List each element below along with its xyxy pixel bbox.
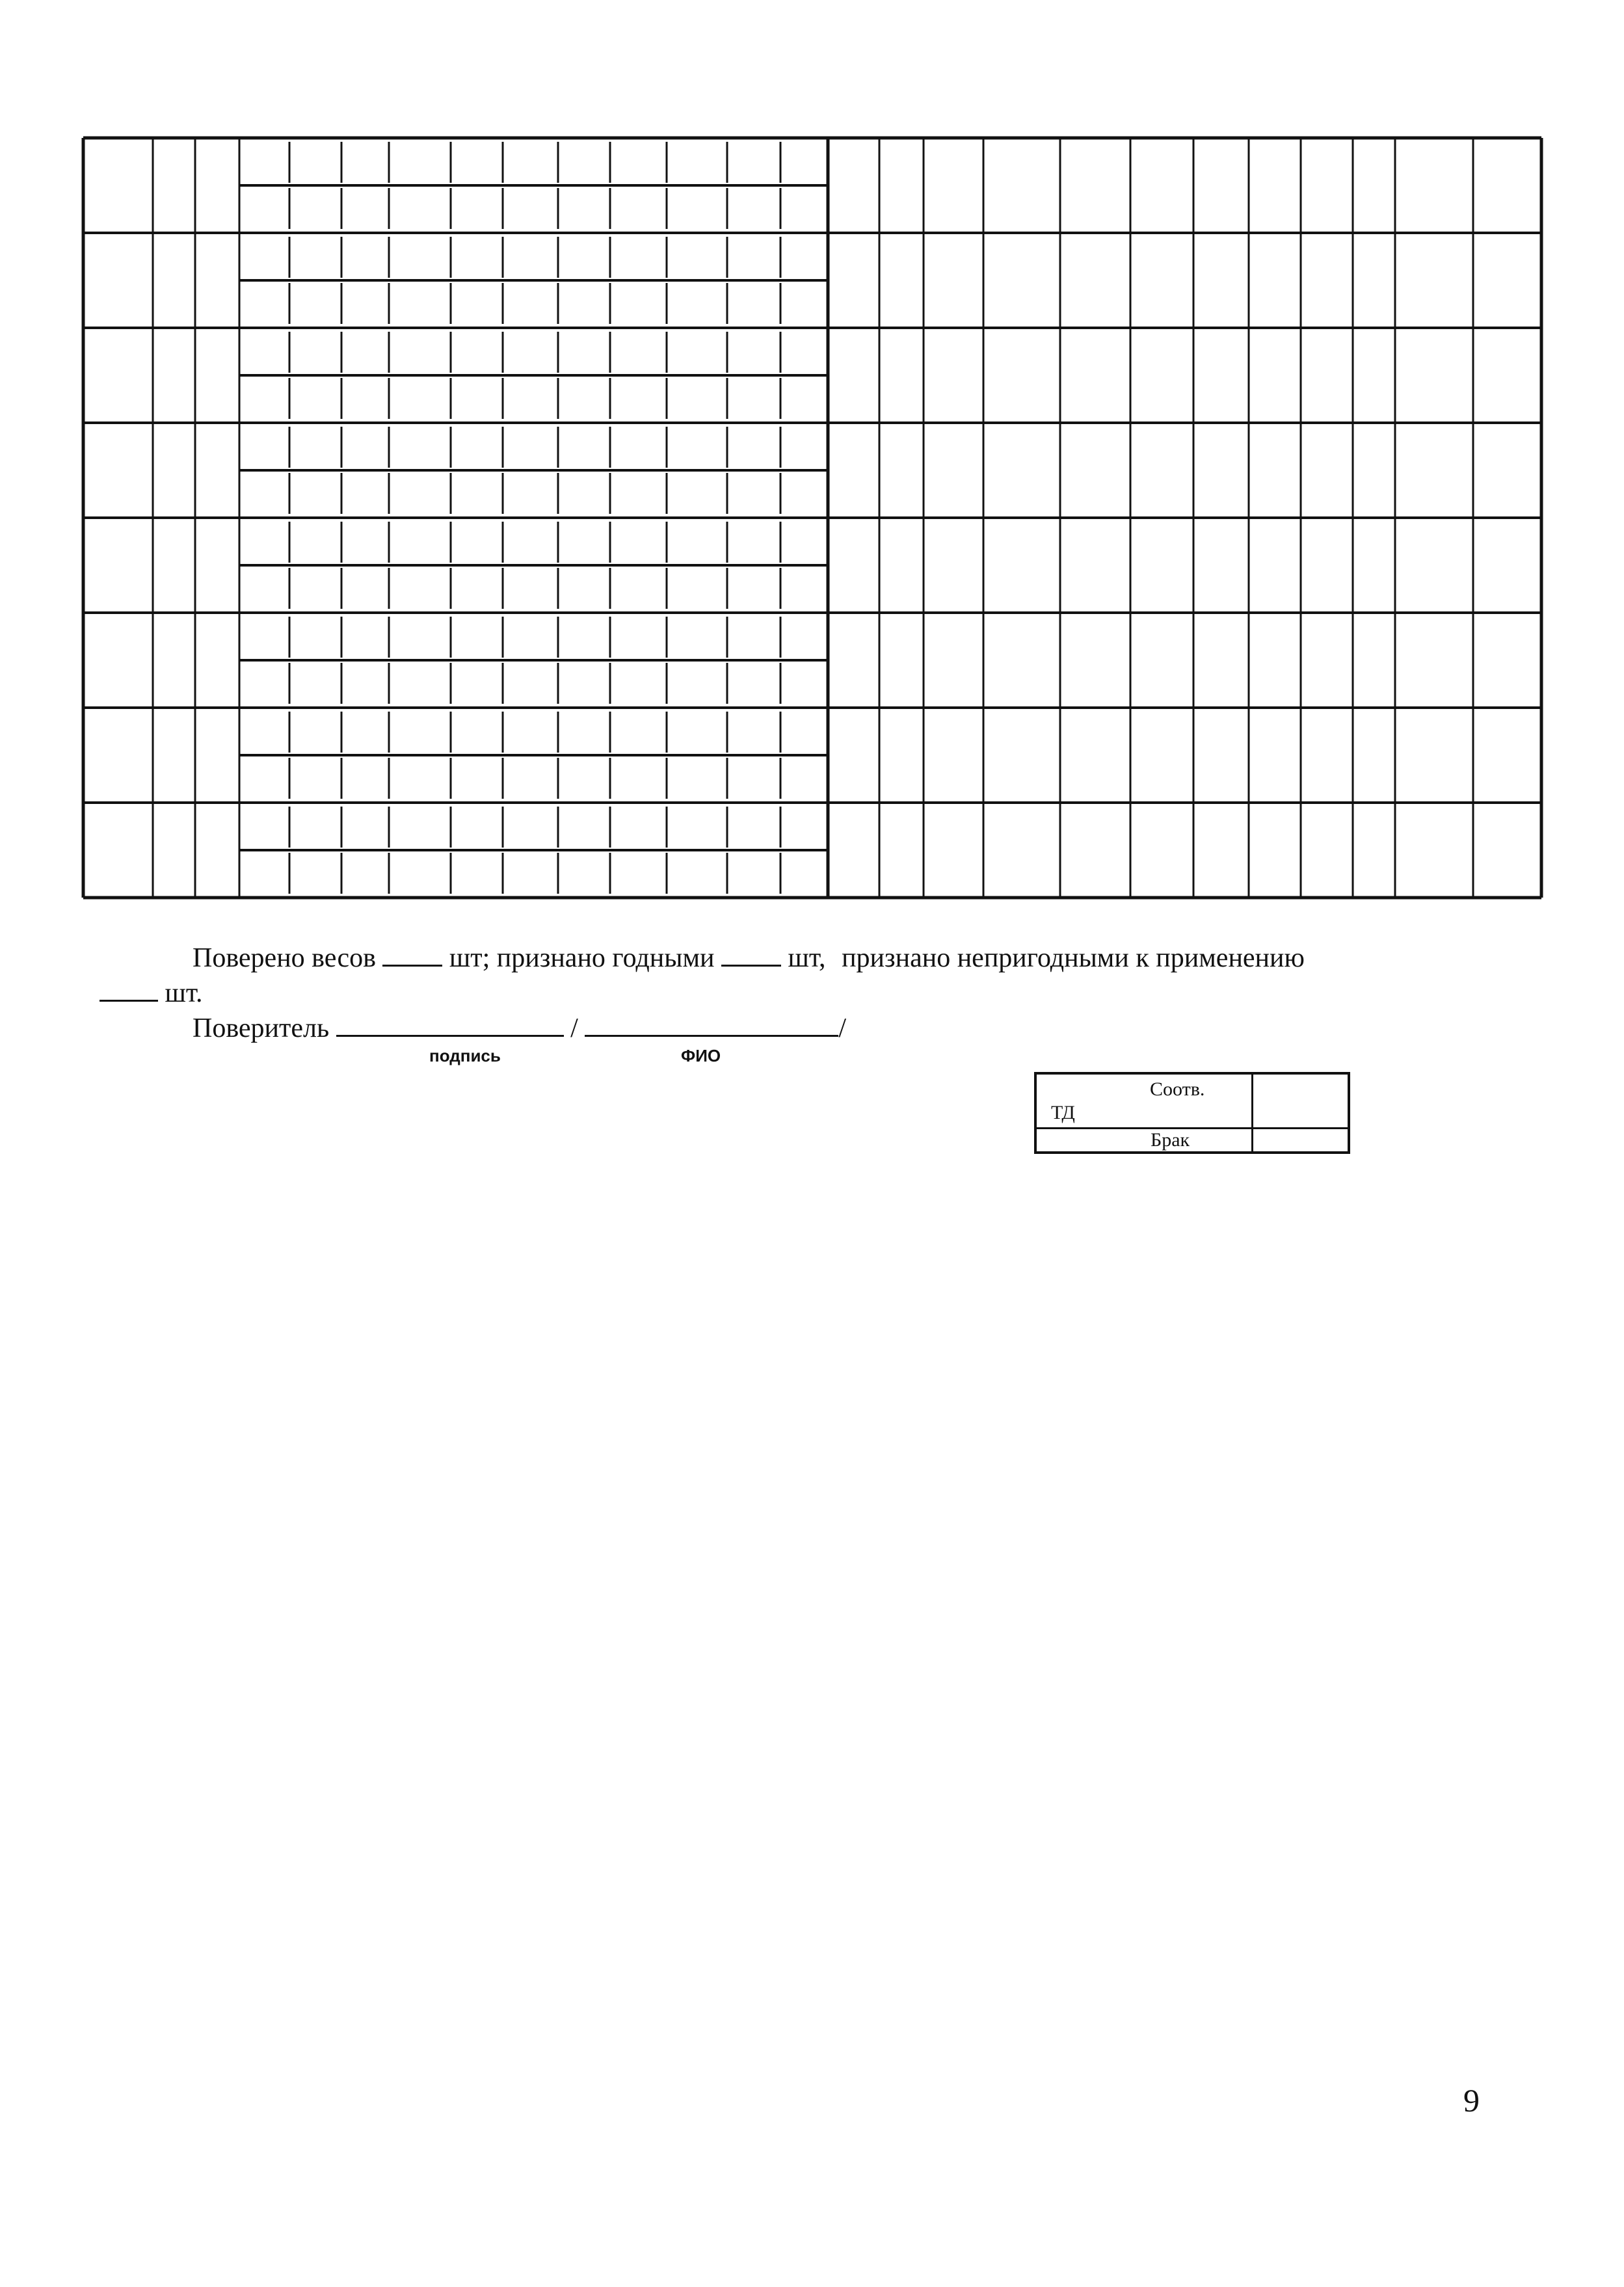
verified-count-label: Поверено весов — [193, 943, 376, 973]
name-blank[interactable] — [585, 1011, 838, 1037]
td-label: ТД — [1051, 1102, 1075, 1123]
verification-line-2 — [100, 976, 203, 1010]
td-ok-label: Соотв. — [1150, 1078, 1205, 1100]
td-box-vertical-divider — [1251, 1075, 1253, 1151]
verified-count-blank[interactable] — [382, 941, 442, 967]
fit-unit-label: шт, — [788, 943, 826, 973]
blank-form-grid — [0, 0, 1624, 924]
unfit-count-label: признано непригодными к применению — [842, 943, 1305, 973]
td-stamp-box — [1034, 1072, 1350, 1154]
td-ok-mark-cell[interactable] — [1254, 1075, 1348, 1125]
unfit-count-blank[interactable] — [100, 976, 158, 1002]
verification-line-1 — [193, 941, 1305, 974]
signature-caption: подпись — [429, 1046, 501, 1065]
signature-blank[interactable] — [336, 1011, 564, 1037]
page-number: 9 — [1463, 2082, 1480, 2119]
td-reject-mark-cell[interactable] — [1254, 1129, 1348, 1151]
signature-closing-slash: / — [838, 1013, 846, 1043]
verifier-line — [193, 1011, 846, 1045]
fit-count-label: шт; признано годными — [449, 943, 715, 973]
verifier-label: Поверитель — [193, 1013, 330, 1043]
signature-separator: / — [570, 1013, 578, 1043]
name-caption: ФИО — [681, 1046, 721, 1065]
td-reject-label: Брак — [1151, 1129, 1190, 1151]
unfit-unit-label: шт. — [165, 978, 203, 1008]
fit-count-blank[interactable] — [721, 941, 781, 967]
